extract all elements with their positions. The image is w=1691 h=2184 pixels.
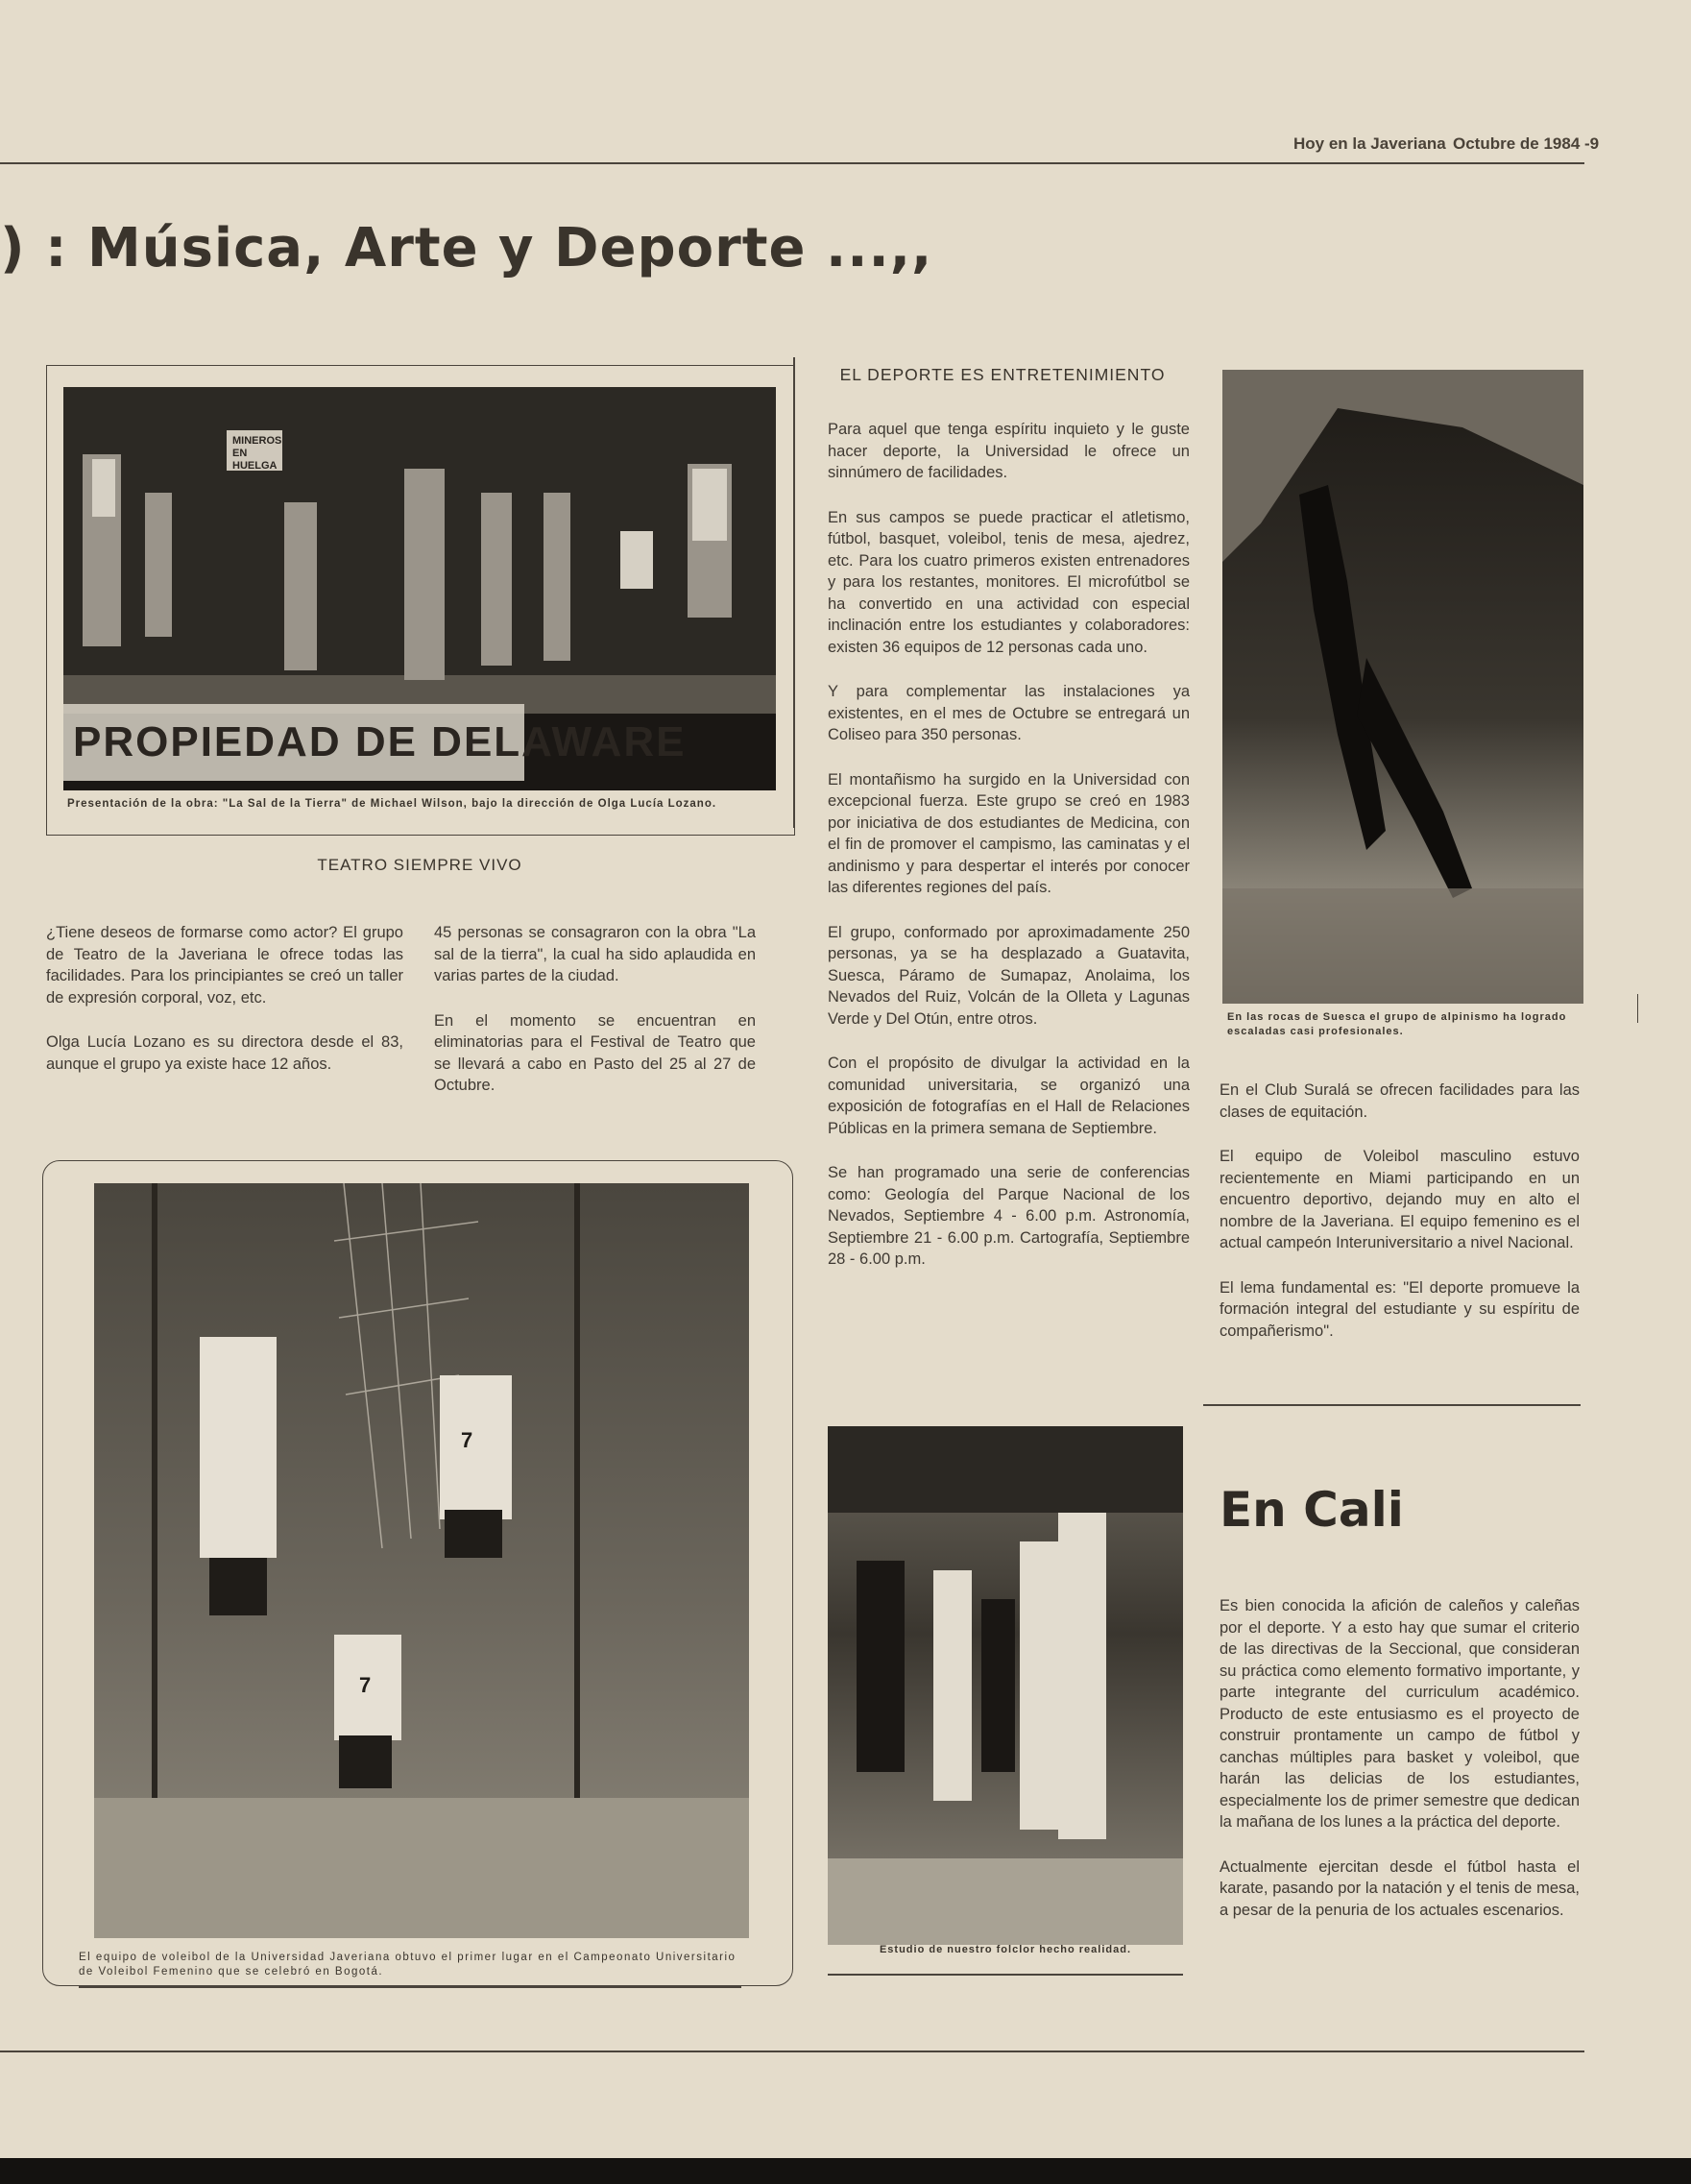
folklore-caption: Estudio de nuestro folclor hecho realidad. (879, 1944, 1132, 1955)
jersey-number-b: 7 (359, 1673, 372, 1697)
page-headline: ) : Música, Arte y Deporte ...,, (0, 217, 933, 279)
climbing-caption: En las rocas de Suesca el grupo de alpinismo ha logrado escaladas casi profesionales. (1227, 1011, 1567, 1037)
jersey-number-a: 7 (461, 1428, 473, 1452)
cali-title: En Cali (1220, 1482, 1404, 1538)
strike-sign: MINEROS EN HUELGA (232, 435, 282, 472)
sports-right-column (1220, 1080, 1580, 1365)
stage-banner: PROPIEDAD DE DELAWARE (73, 718, 687, 765)
theater-col2-para-1: 45 personas se consagraron con la obra "La sal de la tierra", la cual ha sido aplaudida en varias partes de la ciudad. (434, 924, 756, 984)
theater-col1-para-2: Olga Lucía Lozano es su directora desde el 83, aunque el grupo ya existe hace 12 años. (46, 1033, 403, 1073)
theater-caption: Presentación de la obra: "La Sal de la Tierra" de Michael Wilson, bajo la dirección de Olga Lucía Lozano. (67, 798, 717, 810)
sports-para-4: El montañismo ha surgido en la Universidad con excepcional fuerza. Este grupo se creó en 1983 por iniciativa de dos estudiantes de Medicina, con el fin de promover el campismo, las caminatas y el andinismo y para despertar el interés por conocer las diferentes regiones del país. (828, 770, 1190, 896)
sports-para-2: En sus campos se puede practicar el atletismo, fútbol, basquet, voleibol, tenis de mesa, ajedrez, etc. Para los cuatro primeros existen entrenadores y para los restantes, monitores. El microfútbol se ha convertido en una actividad con especial inclinación entre los estudiantes y colaboradores: existen 36 equipos de 12 personas cada uno. (828, 508, 1190, 656)
theater-col2-para-2: En el momento se encuentran en eliminatorias para el Festival de Teatro que se llevará a cabo en Pasto del 25 al 27 de Octubre. (434, 1011, 756, 1094)
volleyball-caption: El equipo de voleibol de la Universidad Javeriana obtuvo el primer lugar en el Campeonato Universitario de Voleibol Femenino que se celebró en Bogotá. (79, 1952, 737, 1978)
folklore-photo (828, 1426, 1183, 1945)
cali-column (1220, 1595, 1580, 1944)
column-separator (793, 357, 795, 828)
folklore-caption-rule (828, 1974, 1183, 1976)
theater-section-title: TEATRO SIEMPRE VIVO (317, 856, 522, 874)
climbing-photo (1222, 370, 1583, 1004)
sports-section-title: EL DEPORTE ES ENTRETENIMIENTO (839, 365, 1166, 384)
theater-col1-para-1: ¿Tiene deseos de formarse como actor? El grupo de Teatro de la Javeriana le ofrece todas las facilidades. Para los principiantes se creó un taller de expresión corporal, voz, etc. (46, 924, 403, 1007)
theater-column-2 (434, 922, 756, 1120)
sports-para-6: Con el propósito de divulgar la actividad en la comunidad universitaria, se organizó una exposición de fotografías en el Hall de Relaciones Públicas en la primera semana de Septiembre. (828, 1055, 1190, 1137)
sports-right-para-1: En el Club Suralá se ofrecen facilidades para las clases de equitación. (1220, 1081, 1580, 1121)
footer-rule (0, 2051, 1584, 2052)
publication-name: Hoy en la Javeriana (1293, 134, 1446, 153)
edge-mark (1637, 994, 1638, 1023)
volleyball-caption-rule (79, 1986, 741, 1988)
section-rule-cali (1203, 1404, 1581, 1406)
volleyball-photo (94, 1183, 749, 1938)
cali-para-2: Actualmente ejercitan desde el fútbol hasta el karate, pasando por la natación y el tenis de mesa, a pesar de la penuria de los actuales escenarios. (1220, 1857, 1580, 1919)
theater-column-1 (46, 922, 403, 1098)
sports-right-para-2: El equipo de Voleibol masculino estuvo recientemente en Miami participando en un encuentro deportivo, dejando muy en alto el nombre de la Javeriana. El equipo femenino es el actual campeón Interuniversitario a nivel Nacional. (1220, 1148, 1580, 1251)
sports-para-5: El grupo, conformado por aproximadamente 250 personas, ya se ha desplazado a Guatavita, Suesca, Páramo de Sumapaz, Anolaima, los Nevados del Ruiz, Volcán de la Olleta y Lagunas Verde y Del Otún, entre otros. (828, 923, 1190, 1028)
sports-para-7: Se han programado una serie de conferencias como: Geología del Parque Nacional de los Nevados, Septiembre 4 - 6.00 p.m. Astronomía, Septiembre 21 - 6.00 p.m. Cartografía, Septiembre 28 - 6.00 p.m. (828, 1164, 1190, 1268)
sports-para-3: Y para complementar las instalaciones ya existentes, en el mes de Octubre se entregará un Coliseo para 350 personas. (828, 683, 1190, 743)
theater-photo (63, 387, 776, 790)
sports-para-1: Para aquel que tenga espíritu inquieto y le guste hacer deporte, la Universidad le ofrece un sinnúmero de facilidades. (828, 421, 1190, 481)
cali-para-1: Es bien conocida la afición de caleños y caleñas por el deporte. Y a esto hay que sumar el criterio de las directivas de la Seccional, que consideran su práctica como elemento formativo importante, y parte integrante del curriculum académico. Producto de este entusiasmo es el proyecto de construir prontamente un campo de fútbol y canchas múltiples para basket y voleibol, que harán las delicias de los estudiantes, especialmente los de primer semestre que dedican la mañana de los lunes a la práctica del deporte. (1220, 1597, 1580, 1831)
scan-bottom-edge (0, 2158, 1691, 2184)
sports-right-para-3: El lema fundamental es: "El deporte promueve la formación integral del estudiante y su espíritu de compañerismo". (1220, 1278, 1580, 1340)
issue-date-page: Octubre de 1984 -9 (1453, 134, 1600, 153)
header-rule (0, 162, 1584, 164)
sports-column (828, 419, 1190, 1294)
